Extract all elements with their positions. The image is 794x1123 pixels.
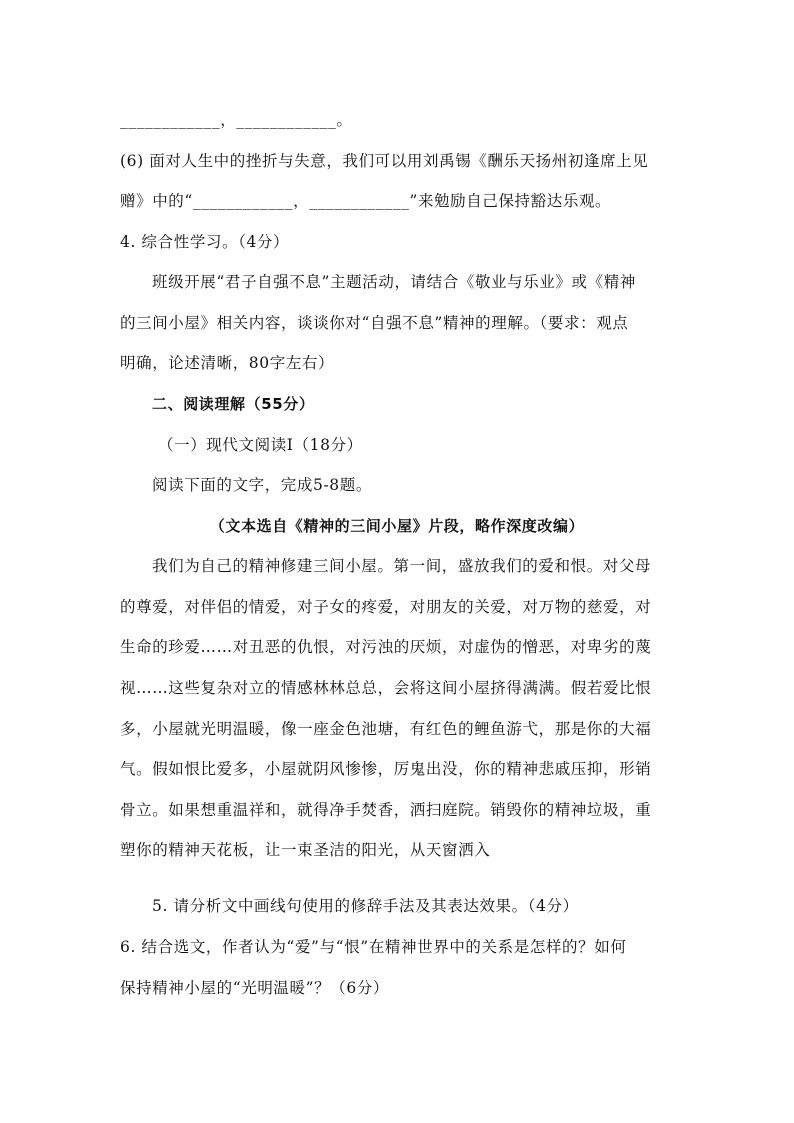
passage-line-7: 骨立。如果想重温祥和，就得净手焚香，洒扫庭院。销毁你的精神垃圾，重 — [120, 801, 652, 819]
section-heading: 二、阅读理解（55分） — [152, 395, 315, 413]
passage-line-6: 气。假如恨比爱多，小屋就阴风惨惨，厉鬼出没，你的精神悲戚压抑，形销 — [120, 760, 652, 778]
passage-line-2: 的尊爱，对伴侣的情爱，对子女的疼爱，对朋友的关爱，对万物的慈爱，对 — [120, 598, 652, 616]
passage-line-1: 我们为自己的精神修建三间小屋。第一间，盛放我们的爱和恨。对父母 — [152, 557, 652, 575]
passage-line-8: 塑你的精神天花板，让一束圣洁的阳光，从天窗洒入 — [120, 841, 491, 859]
passage-line-5: 多，小屋就光明温暖，像一座金色池塘，有红色的鲤鱼游弋，那是你的大福 — [120, 720, 652, 738]
passage-line-4: 视……这些复杂对立的情感林林总总，会将这间小屋挤得满满。假若爱比恨 — [120, 679, 652, 697]
question-4-text-line-3: 明确，论述清晰，80字左右） — [120, 354, 335, 372]
question-6-line-2: 赠》中的“____________，____________”来勉励自己保持豁达乐观。 — [120, 192, 612, 210]
question-4-text-line-2: 的三间小屋》相关内容，谈谈你对“自强不息”精神的理解。（要求：观点 — [120, 314, 629, 332]
question-6-prompt-line-1: 6. 结合选文，作者认为“爱”与“恨”在精神世界中的关系是怎样的？如何 — [120, 938, 627, 956]
question-6-line-1: (6) 面对人生中的挫折与失意，我们可以用刘禹锡《酬乐天扬州初逢席上见 — [120, 152, 649, 170]
subsection-heading: （一）现代文阅读Ⅰ（18分） — [158, 436, 363, 454]
reading-instruction: 阅读下面的文字，完成5-8题。 — [152, 476, 372, 494]
question-4-text-line-1: 班级开展“君子自强不息”主题活动，请结合《敬业与乐业》或《精神 — [152, 273, 636, 291]
question-5: 5. 请分析文中画线句使用的修辞手法及其表达效果。（4分） — [152, 897, 579, 915]
fill-blank-line: ____________，____________。 — [120, 111, 353, 129]
question-6-prompt-line-2: 保持精神小屋的“光明温暖”？（6分） — [120, 979, 390, 997]
question-4-heading: 4. 综合性学习。（4分） — [120, 233, 290, 251]
passage-source-title: （文本选自《精神的三间小屋》片段，略作深度改编） — [209, 517, 585, 535]
passage-line-3: 生命的珍爱……对丑恶的仇恨，对污浊的厌烦，对虚伪的憎恶，对卑劣的蔑 — [120, 638, 652, 656]
